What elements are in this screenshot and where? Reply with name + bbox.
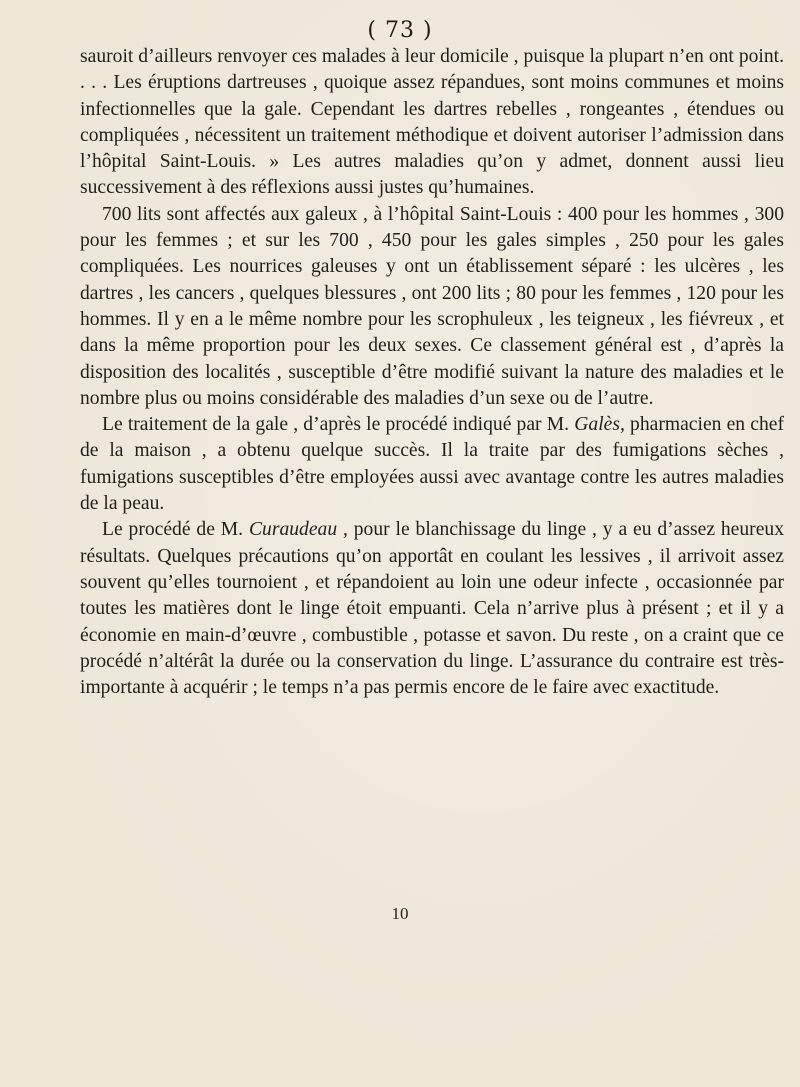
paragraph-4-text-a: Le procédé de M. (102, 519, 249, 541)
signature-mark: 10 (391, 904, 409, 923)
paragraph-2: 700 lits sont affectés aux galeux , à l’hôpital Saint-Louis : 400 pour les hommes , 300 pour les femmes ; et sur les 700 , 450 pour les gales simples , 250 pour les gales compliquées. Les nourrices galeuses y ont un établissement séparé : les ulcères , les dartres , les cancers , quelques blessures , ont 200 lits ; 80 pour les femmes , 120 pour les hommes. Il y en a le même nombre pour les scrophuleux , les teigneux , les fiévreux , et dans la même proportion pour les deux sexes. Ce classement général est , d’après la disposition des localités , susceptible d’être modifié suivant la nature des maladies et le nombre plus ou moins considérable des maladies d’un sexe ou de l’autre. (80, 203, 784, 409)
paragraph-3-text-b: pharmacien en chef de la maison , a obtenu quelque succès. Il la traite par des fumigations sèches , fumigations susceptibles d’être employées aussi avec avantage contre les autres maladies de la peau. (80, 414, 784, 515)
body-text (80, 44, 784, 701)
paragraph-3 (80, 412, 784, 517)
paragraph-1: sauroit d’ailleurs renvoyer ces malades à leur domicile , puisque la plupart n’en ont point. . . . Les éruptions dartreuses , quoique assez répandues, sont moins communes et moins infectionnelles que la gale. Cependant les dartres rebelles , rongeantes , étendues ou compliquées , nécessitent un traitement méthodique et doivent autoriser l’admission dans l’hôpital Saint-Louis. » Les autres maladies qu’on y admet, donnent aussi lieu successivement à des réflexions aussi justes qu’humaines. (80, 46, 784, 199)
name-gales: Galès, (574, 414, 625, 436)
paragraph-4 (80, 517, 784, 701)
paragraph-4-text-b: pour le blanchissage du linge , y a eu d’assez heureux résultats. Quelques précautions qu’on apportât en coulant les lessives , il arrivoit assez souvent qu’elles tournoient , et répandoient au loin une odeur infecte , occasionnée par toutes les matières dont le linge étoit empuanti. Cela n’arrive plus à présent ; et il y a économie en main-d’œuvre , combustible , potasse et savon. Du reste , on a craint que ce procédé n’altérât la durée ou la conservation du linge. L’assurance du contraire est très-importante à acquérir ; le temps n’a pas permis encore de le faire avec exactitude. (80, 519, 784, 699)
paragraph-3-text-a: Le traitement de la gale , d’après le procédé indiqué par M. (102, 414, 575, 436)
name-curaudeau: Curaudeau , (248, 519, 348, 541)
page-number: ( 73 ) (367, 18, 433, 43)
